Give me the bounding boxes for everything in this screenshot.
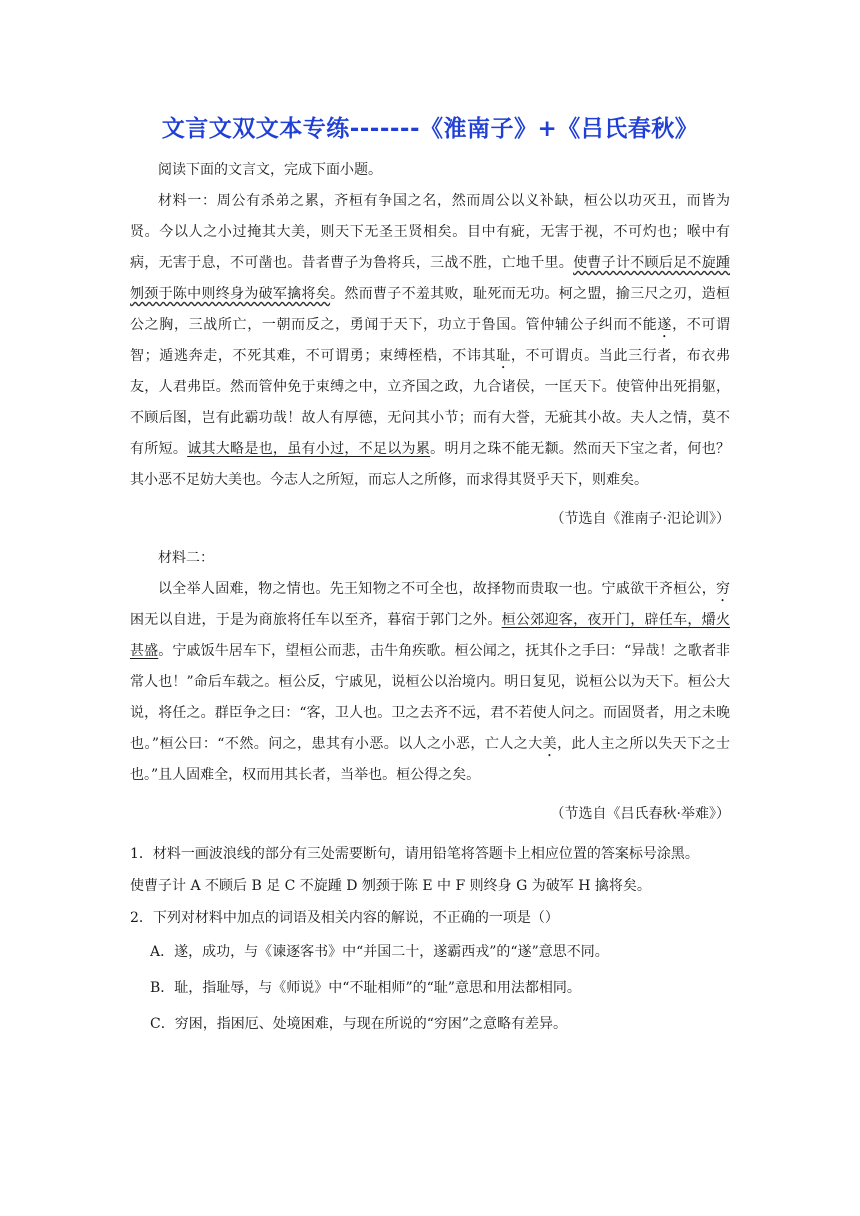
material-one-text-4: ，不可谓贞。当此三行者，布衣弗友，人君弗臣。然而管仲免于束缚之中，立齐国之政，九合诸侯，一匡天下。使管仲出死捐躯，不顾后图，岂有此霸功哉！故人有厚德，无问其小节；而有大誉，无疵其小故。夫人之情，莫不有所短。 <box>130 348 731 457</box>
option-b: B．耻，指耻辱，与《师说》中“不耻相师”的“耻”意思和用法都相同。 <box>150 980 581 996</box>
material-two-text-3: 。宁戚饭牛居车下，望桓公而悲，击牛角疾歌。桓公闻之，抚其仆之手曰：“异哉！之歌者非常人也！”命后车载之。桓公反，宁戚见，说桓公以治境内。明日复见，说桓公以为天下。桓公大说，将任之。群臣争之曰：“客，卫人也。卫之去齐不远，君不若使人问之。而固贤者，用之未晚也。”桓公曰：“不然。问之，患其有小恶。以人之小恶，亡人之大 <box>130 643 731 752</box>
underlined-sentence-two: 桓公郊迎客，夜开门，辟任车，爝火甚盛 <box>130 612 730 659</box>
material-one-paragraph <box>130 186 730 496</box>
material-two-text-4: ，此人主之所以失天下之士也。”且人固难全，权而用其长者，当举也。桓公得之矣。 <box>130 736 730 783</box>
material-one-text-2: 。然而曹子不羞其败，耻死而无功。柯之盟，揄三尺之刃，造桓公之胸，三战所亡，一朝而反之，勇闻于天下，功立于鲁国。管仲辅公子纠而不能 <box>130 286 731 333</box>
dotted-word-qiong: 穷 <box>716 581 730 597</box>
material-two-text-1: 以全举人固难，物之情也。先王知物之不可全也，故择物而贵取一也。宁戚欲干齐桓公， <box>158 581 716 597</box>
material-two-label: 材料二： <box>158 550 214 566</box>
dotted-word-mei: 美 <box>542 736 558 752</box>
document-title: 文言文双文本专练-------《淮南子》+《吕氏春秋》 <box>161 116 699 142</box>
document-page <box>130 110 730 1042</box>
underlined-sentence-one: 诚其大略是也，虽有小过，不足以为累 <box>187 441 431 457</box>
option-a: A．遂，成功，与《谏逐客书》中“并国二十，遂霸西戎”的“遂”意思不同。 <box>150 944 609 960</box>
material-two-text-2: 困无以自进，于是为商旅将任车以至齐，暮宿于郭门之外。 <box>130 612 502 628</box>
question-one: 1．材料一画波浪线的部分有三处需要断句，请用铅笔将答题卡上相应位置的答案标号涂黑。 <box>130 846 699 862</box>
dotted-word-chi: 耻 <box>496 348 511 364</box>
material-one-text-1: 周公有杀弟之累，齐桓有争国之名，然而周公以义补缺，桓公以功灭丑，而皆为贤。今以人之小过掩其大美，则天下无圣王贤相矣。目中有疵，无害于视，不可灼也；喉中有病，无害于息，不可凿也。昔者曹子为鲁将兵，三战不胜，亡地千里。 <box>130 193 731 271</box>
material-one-source: （节选自《淮南子·氾论训》） <box>550 511 730 527</box>
material-one-text-5: 。明月之珠不能无颣。然而天下宝之者，何也？其小恶不足妨大美也。今志人之所短，而忘人之所修，而求得其贤乎天下，则难矣。 <box>130 441 731 488</box>
question-two: 2．下列对材料中加点的词语及相关内容的解说，不正确的一项是（） <box>130 910 559 926</box>
material-one-label: 材料一： <box>158 193 217 209</box>
material-two-source: （节选自《吕氏春秋·举难》） <box>550 806 730 822</box>
question-one-sentence: 使曹子计 A 不顾后 B 足 C 不旋踵 D 刎颈于陈 E 中 F 则终身 G 为破军 H 擒将矣。 <box>130 878 651 894</box>
material-two-paragraph <box>130 574 730 791</box>
option-c: C．穷困，指困厄、处境困难，与现在所说的“穷困”之意略有差异。 <box>150 1016 568 1032</box>
dotted-word-sui: 遂 <box>657 317 673 333</box>
instruction: 阅读下面的文言文，完成下面小题。 <box>158 162 382 178</box>
material-one-text-3: ，不可谓智；遁逃奔走，不死其难，不可谓勇；束缚桎梏，不讳其 <box>130 317 731 364</box>
wavy-underlined-sentence: 使曹子计不顾后足不旋踵刎颈于陈中则终身为破军擒将矣 <box>130 255 731 302</box>
